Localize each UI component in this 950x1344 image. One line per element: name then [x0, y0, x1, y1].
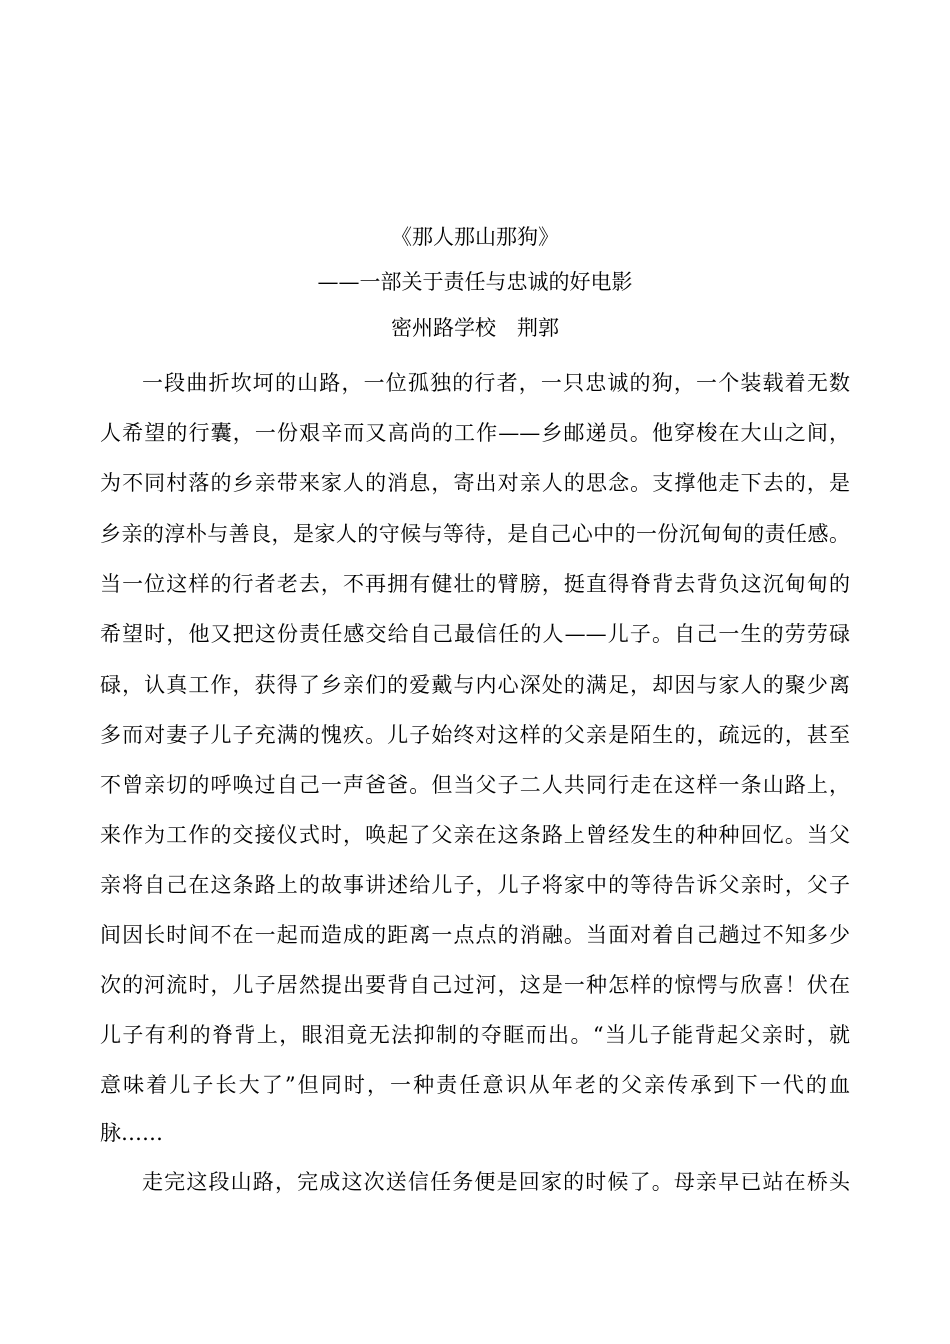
paragraph-line: 乡亲的淳朴与善良，是家人的守候与等待，是自己心中的一份沉甸甸的责任感。: [100, 522, 850, 546]
paragraph-line: 来作为工作的交接仪式时，唤起了父亲在这条路上曾经发生的种种回忆。当父: [100, 823, 850, 847]
paragraph-line: 儿子有利的脊背上，眼泪竟无法抑制的夺眶而出。“当儿子能背起父亲时，就: [100, 1023, 850, 1047]
document-subtitle: ——一部关于责任与忠诚的好电影: [317, 270, 633, 294]
paragraph-line: 当一位这样的行者老去，不再拥有健壮的臂膀，挺直得脊背去背负这沉甸甸的: [100, 572, 850, 596]
paragraph-line: 一段曲折坎坷的山路，一位孤独的行者，一只忠诚的狗，一个装载着无数: [142, 371, 850, 395]
paragraph-line: 碌，认真工作，获得了乡亲们的爱戴与内心深处的满足，却因与家人的聚少离: [100, 673, 850, 697]
paragraph-line: 人希望的行囊，一份艰辛而又高尚的工作——乡邮递员。他穿梭在大山之间，: [100, 421, 850, 445]
paragraph-line: 走完这段山路，完成这次送信任务便是回家的时候了。母亲早已站在桥头: [142, 1170, 850, 1194]
paragraph-line: 希望时，他又把这份责任感交给自己最信任的人——儿子。自己一生的劳劳碌: [100, 622, 850, 646]
paragraph-line: 间因长时间不在一起而造成的距离一点点的消融。当面对着自己趟过不知多少: [100, 923, 850, 947]
paragraph-line: 不曾亲切的呼唤过自己一声爸爸。但当父子二人共同行走在这样一条山路上，: [100, 773, 850, 797]
paragraph-line: 脉……: [100, 1121, 163, 1145]
author-line: 密州路学校 荆郭: [391, 316, 559, 340]
document-title: 《那人那山那狗》: [391, 225, 559, 249]
paragraph-line: 次的河流时，儿子居然提出要背自己过河，这是一种怎样的惊愕与欣喜！伏在: [100, 973, 850, 997]
paragraph-line: 为不同村落的乡亲带来家人的消息，寄出对亲人的思念。支撑他走下去的，是: [100, 471, 850, 495]
paragraph-line: 多而对妻子儿子充满的愧疚。儿子始终对这样的父亲是陌生的，疏远的，甚至: [100, 723, 850, 747]
paragraph-line: 意味着儿子长大了”但同时，一种责任意识从年老的父亲传承到下一代的血: [100, 1073, 850, 1097]
paragraph-line: 亲将自己在这条路上的故事讲述给儿子，儿子将家中的等待告诉父亲时，父子: [100, 873, 850, 897]
